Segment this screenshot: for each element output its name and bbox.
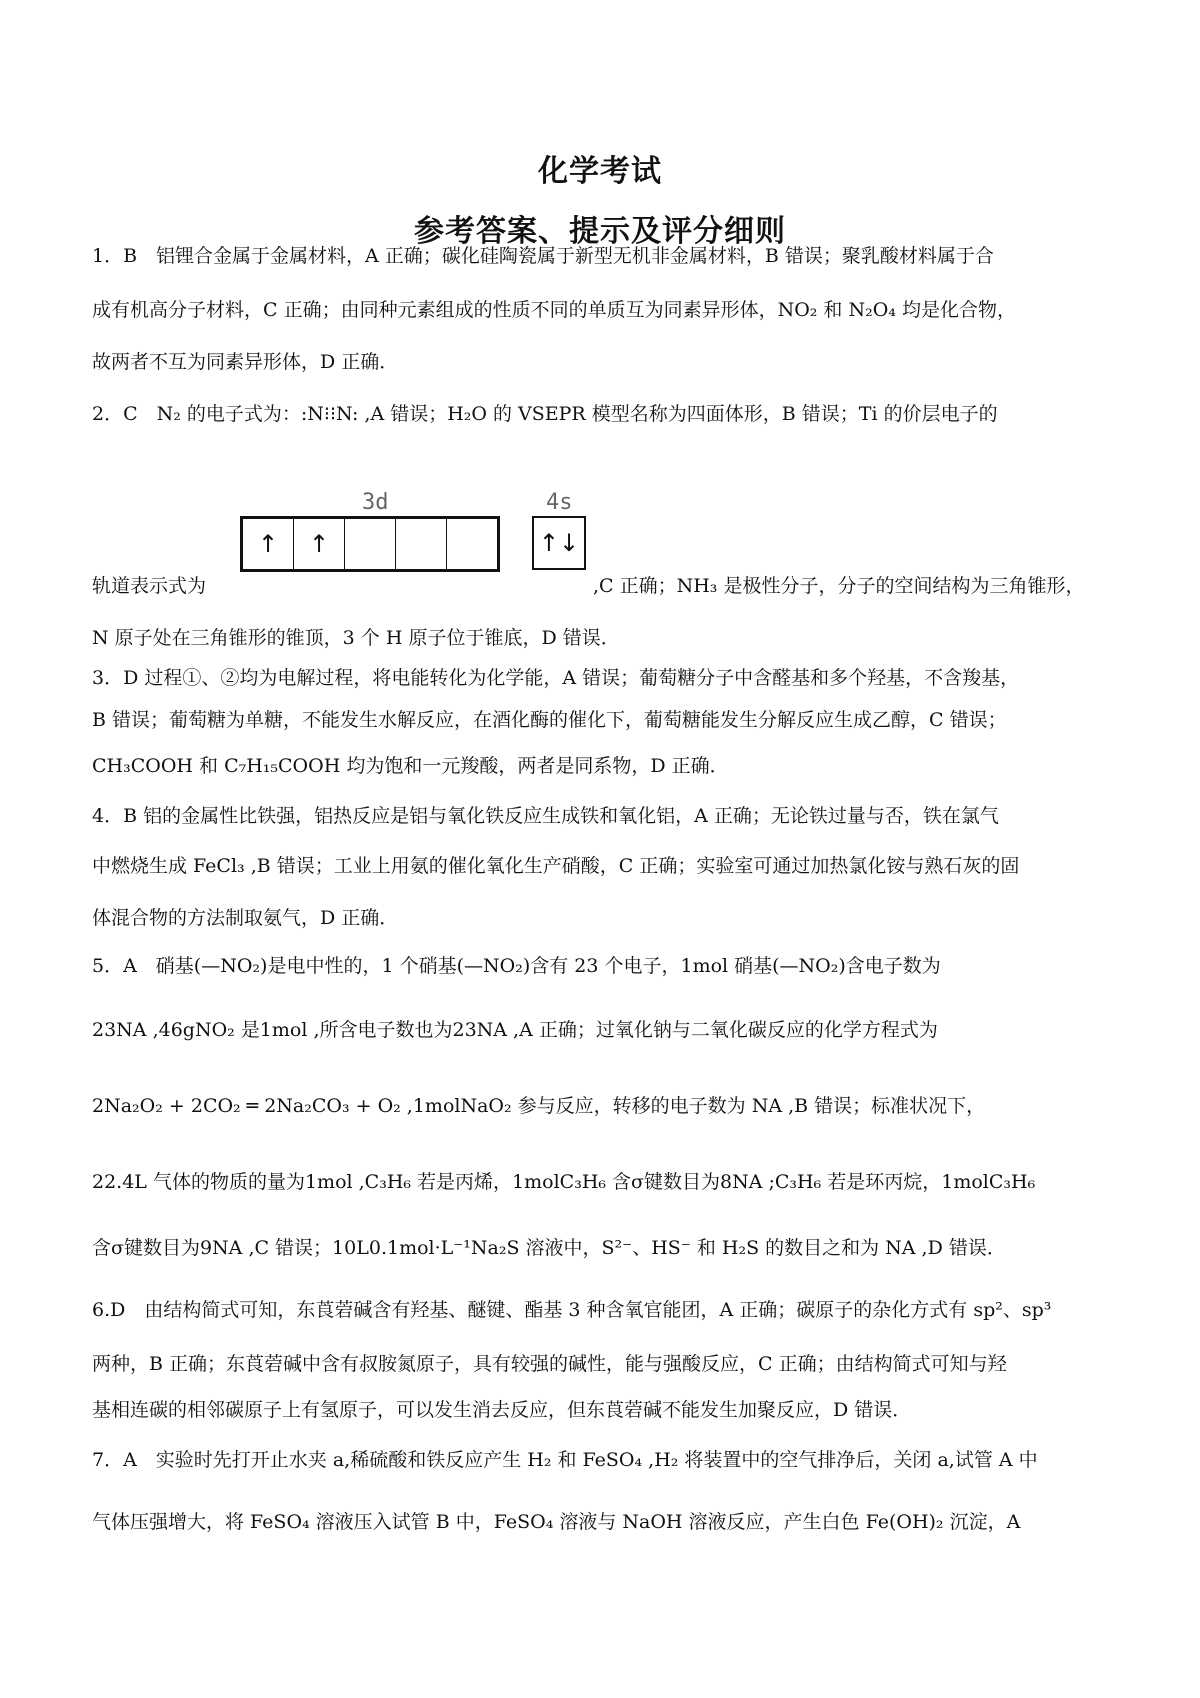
q2-line-2-lead: 轨道表示式为 [92, 575, 207, 597]
q7-line-1: 7．A 实验时先打开止水夹 a,稀硫酸和铁反应产生 H₂ 和 FeSO₄ ,H₂ 将装置中的空气排净后，关闭 a,试管 A 中 [92, 1449, 1038, 1471]
q7-line-2: 气体压强增大，将 FeSO₄ 溶液压入试管 B 中，FeSO₄ 溶液与 NaOH 溶液反应，产生白色 Fe(OH)₂ 沉淀，A [92, 1511, 1021, 1533]
q3-line-3: CH₃COOH 和 C₇H₁₅COOH 均为饱和一元羧酸，两者是同系物，D 正确． [92, 755, 729, 777]
q5-line-2: 23NA ,46gNO₂ 是1mol ,所含电子数也为23NA ,A 正确；过氧化钠与二氧化碳反应的化学方程式为 [92, 1019, 938, 1041]
orbital-box-3d-1: ↑ [243, 519, 294, 569]
q5-line-4: 22.4L 气体的物质的量为1mol ,C₃H₆ 若是丙烯，1molC₃H₆ 含σ键数目为8NA ;C₃H₆ 若是环丙烷，1molC₃H₆ [92, 1171, 1036, 1193]
q6-line-2: 两种，B 正确；东莨菪碱中含有叔胺氮原子，具有较强的碱性，能与强酸反应，C 正确；由结构简式可知与羟 [92, 1353, 1007, 1375]
q6-line-3: 基相连碳的相邻碳原子上有氢原子，可以发生消去反应，但东莨菪碱不能发生加聚反应，D 错误． [92, 1399, 912, 1421]
q5-line-5: 含σ键数目为9NA ,C 错误；10L0.1mol·L⁻¹Na₂S 溶液中，S²⁻、HS⁻ 和 H₂S 的数目之和为 NA ,D 错误． [92, 1237, 1006, 1259]
q2-line-1: 2．C N₂ 的电子式为：:N⁝⁝N: ,A 错误；H₂O 的 VSEPR 模型名称为四面体形，B 错误；Ti 的价层电子的 [92, 403, 998, 425]
orbital-3d-boxes [240, 516, 500, 572]
page-title: 化学考试 [538, 154, 662, 189]
q5-line-1: 5．A 硝基(—NO₂)是电中性的，1 个硝基(—NO₂)含有 23 个电子，1mol 硝基(—NO₂)含电子数为 [92, 955, 941, 977]
q2-line-3: N 原子处在三角锥形的锥顶，3 个 H 原子位于锥底，D 错误． [92, 627, 620, 649]
q4-line-1: 4．B 铝的金属性比铁强，铝热反应是铝与氧化铁反应生成铁和氧化铝，A 正确；无论铁过量与否，铁在氯气 [92, 805, 999, 827]
label-4s: 4s [546, 490, 573, 515]
orbital-box-3d-3 [345, 519, 396, 569]
orbital-box-3d-4 [396, 519, 447, 569]
q4-line-2: 中燃烧生成 FeCl₃ ,B 错误；工业上用氨的催化氧化生产硝酸，C 正确；实验室可通过加热氯化铵与熟石灰的固 [92, 855, 1020, 877]
q1-line-3: 故两者不互为同素异形体，D 正确． [92, 351, 399, 373]
orbital-box-3d-2: ↑ [294, 519, 345, 569]
label-3d: 3d [362, 490, 389, 515]
orbital-4s-box [532, 516, 586, 570]
orbital-box-3d-5 [447, 519, 497, 569]
q3-line-2: B 错误；葡萄糖为单糖，不能发生水解反应，在酒化酶的催化下，葡萄糖能发生分解反应生成乙醇，C 错误； [92, 709, 1007, 731]
q1-line-2: 成有机高分子材料，C 正确；由同种元素组成的性质不同的单质互为同素异形体，NO₂ 和 N₂O₄ 均是化合物， [92, 299, 1016, 321]
page-subtitle: 参考答案、提示及评分细则 [414, 214, 786, 249]
q6-line-1: 6.D 由结构简式可知，东莨菪碱含有羟基、醚键、酯基 3 种含氧官能团，A 正确；碳原子的杂化方式有 sp²、sp³ [92, 1299, 1052, 1321]
orbital-box-4s: ↑↓ [538, 529, 580, 557]
q1-line-1: 1．B 铝锂合金属于金属材料，A 正确；碳化硅陶瓷属于新型无机非金属材料，B 错误；聚乳酸材料属于合 [92, 245, 994, 267]
q4-line-3: 体混合物的方法制取氨气，D 正确． [92, 907, 399, 929]
q3-line-1: 3．D 过程①、②均为电解过程，将电能转化为化学能，A 错误；葡萄糖分子中含醛基和多个羟基，不含羧基， [92, 667, 1020, 689]
q2-line-2-tail: ,C 正确；NH₃ 是极性分子，分子的空间结构为三角锥形， [593, 575, 1085, 597]
q5-line-3: 2Na₂O₂ + 2CO₂ ═ 2Na₂CO₃ + O₂ ,1molNaO₂ 参与反应，转移的电子数为 NA ,B 错误；标准状况下， [92, 1095, 986, 1117]
